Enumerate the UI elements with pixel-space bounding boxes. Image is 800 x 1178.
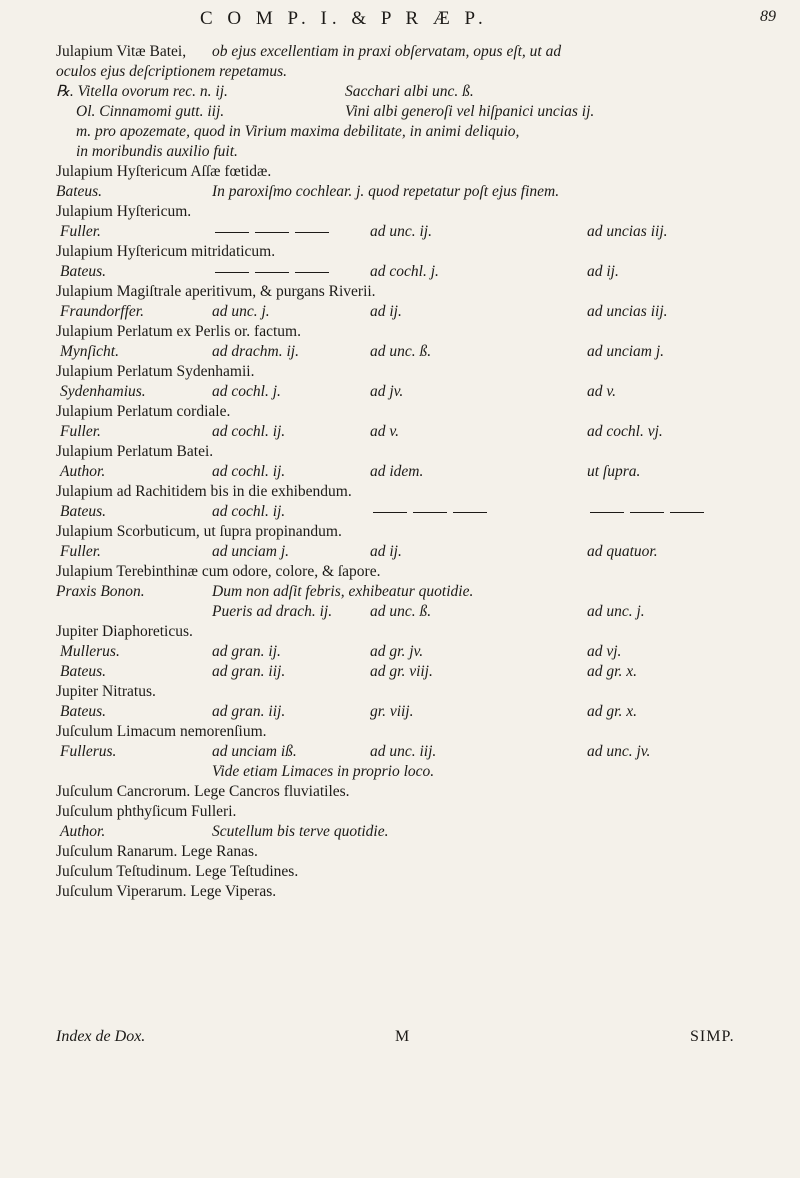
text-line [0, 502, 800, 523]
column-text: ad ij. [370, 303, 402, 320]
column-text: ut ſupra. [587, 463, 641, 480]
column-text: ad v. [370, 423, 399, 440]
line-text: Author. [60, 463, 106, 480]
line-text: Julapium Magiſtrale aperitivum, & purgans Riverii. [56, 283, 376, 300]
line-text: Bateus. [56, 183, 103, 200]
column-text: ad cochl. j. [370, 263, 439, 280]
line-text: Juſculum Ranarum. Lege Ranas. [56, 843, 258, 860]
text-line [0, 862, 800, 883]
line-text: Juſculum Teſtudinum. Lege Teſtudines. [56, 863, 299, 880]
line-text: in moribundis auxilio fuit. [76, 143, 238, 160]
text-line [0, 62, 800, 83]
text-line [0, 742, 800, 763]
line-text: Fuller. [60, 423, 101, 440]
text-line [0, 462, 800, 483]
text-line [0, 542, 800, 563]
line-text: Juſculum Viperarum. Lege Viperas. [56, 883, 277, 900]
text-line [0, 422, 800, 443]
text-line [0, 322, 800, 343]
text-line [0, 402, 800, 423]
line-text: Julapium Perlatum Batei. [56, 443, 214, 460]
line-text: Praxis Bonon. [56, 583, 145, 600]
column-text: ad unciam j. [587, 343, 665, 360]
line-text: Bateus. [60, 503, 107, 520]
column-text: ad cochl. ij. [212, 463, 286, 480]
line-text: Juſculum Cancrorum. Lege Cancros fluviatiles. [56, 783, 350, 800]
line-text: oculos ejus deſcriptionem repetamus. [56, 63, 288, 80]
column-text: ad unc. jv. [587, 743, 651, 760]
text-line [0, 642, 800, 663]
column-text: ad ij. [370, 543, 402, 560]
catchword: SIMP. [690, 1028, 735, 1045]
column-text: ad uncias iij. [587, 223, 668, 240]
column-text: ad gran. ij. [212, 643, 281, 660]
column-text: ad v. [587, 383, 616, 400]
column-text: ad gr. viij. [370, 663, 433, 680]
header-title: C O M P. I. & P R Æ P. [200, 8, 488, 29]
column-text: ad cochl. ij. [212, 423, 286, 440]
text-line [0, 102, 800, 123]
text-line [0, 82, 800, 103]
ditto-rule [212, 262, 332, 282]
text-line [0, 182, 800, 203]
text-line [0, 222, 800, 243]
line-text: Julapium Vitæ Batei, [56, 43, 187, 60]
line-text: Fullerus. [60, 743, 117, 760]
column-text: In paroxiſmo cochlear. j. quod repetatur poſt ejus finem. [212, 183, 560, 200]
column-text: ad gran. iij. [212, 663, 286, 680]
line-text: Julapium Perlatum ex Perlis or. factum. [56, 323, 301, 340]
column-text: ad unc. iij. [370, 743, 437, 760]
column-text: ad uncias iij. [587, 303, 668, 320]
text-line [0, 162, 800, 183]
column-text: ad unc. j. [587, 603, 645, 620]
text-line [0, 582, 800, 603]
line-text: Julapium Terebinthinæ cum odore, colore, & ſapore. [56, 563, 381, 580]
column-text: ad unc. ij. [370, 223, 432, 240]
line-text: m. pro apozemate, quod in Virium maxima debilitate, in animi deliquio, [76, 123, 520, 140]
column-text: ad gr. x. [587, 703, 637, 720]
text-line [0, 602, 800, 623]
line-text: Julapium ad Rachitidem bis in die exhibendum. [56, 483, 352, 500]
column-text: ad cochl. ij. [212, 503, 286, 520]
line-text: Ol. Cinnamomi gutt. iij. [76, 103, 225, 120]
line-text: Julapium Perlatum cordiale. [56, 403, 231, 420]
text-line [0, 202, 800, 223]
text-line [0, 242, 800, 263]
column-text: ad unciam iß. [212, 743, 297, 760]
text-line [0, 482, 800, 503]
text-line [0, 722, 800, 743]
line-text: Pueris ad drach. ij. [212, 603, 333, 620]
text-line [0, 522, 800, 543]
text-line [0, 302, 800, 323]
column-text: Dum non adſit febris, exhibeatur quotidie. [212, 583, 474, 600]
text-line [0, 142, 800, 163]
line-text: ℞. Vitella ovorum rec. n. ij. [56, 83, 228, 100]
text-line [0, 622, 800, 643]
column-text: ad unc. ß. [370, 343, 432, 360]
line-text: Julapium Perlatum Sydenhamii. [56, 363, 255, 380]
column-text: ad vj. [587, 643, 622, 660]
line-text: Juſculum Limacum nemorenſium. [56, 723, 267, 740]
column-text: ad unc. ß. [370, 603, 432, 620]
line-text: Mullerus. [60, 643, 120, 660]
column-text: Vini albi generoſi vel hiſpanici uncias ij. [345, 103, 595, 120]
text-line [0, 122, 800, 143]
column-text: ad cochl. vj. [587, 423, 663, 440]
text-line [0, 342, 800, 363]
text-line [0, 42, 800, 63]
text-line [0, 662, 800, 683]
line-text: Author. [60, 823, 106, 840]
running-header [0, 6, 800, 34]
line-text: Julapium Hyſtericum Aſſæ fœtidæ. [56, 163, 272, 180]
text-line [0, 282, 800, 303]
line-text: Jupiter Diaphoreticus. [56, 623, 193, 640]
column-text: ad ij. [587, 263, 619, 280]
signature-mark: M [395, 1028, 410, 1045]
line-text: Sydenhamius. [60, 383, 146, 400]
line-text: Julapium Scorbuticum, ut ſupra propinandum. [56, 523, 342, 540]
column-text: ad drachm. ij. [212, 343, 299, 360]
line-text: Bateus. [60, 663, 107, 680]
line-text: Fuller. [60, 543, 101, 560]
text-line [0, 762, 800, 783]
column-text: ad gran. iij. [212, 703, 286, 720]
line-text: Fuller. [60, 223, 101, 240]
text-line [0, 262, 800, 283]
column-text: ad gr. x. [587, 663, 637, 680]
ditto-rule [370, 502, 490, 522]
column-text: ad unc. j. [212, 303, 270, 320]
footer-index-label: Index de Dox. [56, 1028, 146, 1045]
page-number: 89 [760, 8, 776, 25]
column-text: ad unciam j. [212, 543, 290, 560]
ditto-rule [212, 222, 332, 242]
line-text: Vide etiam Limaces in proprio loco. [212, 763, 435, 780]
text-line [0, 362, 800, 383]
text-line [0, 702, 800, 723]
text-line [0, 562, 800, 583]
column-text: Scutellum bis terve quotidie. [212, 823, 389, 840]
line-text: Bateus. [60, 263, 107, 280]
line-text: Mynſicht. [60, 343, 119, 360]
text-line [0, 882, 800, 903]
text-line [0, 782, 800, 803]
line-text: Julapium Hyſtericum mitridaticum. [56, 243, 276, 260]
text-line [0, 842, 800, 863]
column-text: ad idem. [370, 463, 424, 480]
line-text: Juſculum phthyſicum Fulleri. [56, 803, 237, 820]
line-text: Jupiter Nitratus. [56, 683, 156, 700]
column-text: gr. viij. [370, 703, 414, 720]
line-text: Fraundorffer. [60, 303, 144, 320]
text-line [0, 442, 800, 463]
line-text: Julapium Hyſtericum. [56, 203, 192, 220]
text-line [0, 682, 800, 703]
ditto-rule [587, 502, 707, 522]
column-text: ob ejus excellentiam in praxi obſervatam, opus eſt, ut ad [212, 43, 562, 60]
text-line [0, 822, 800, 843]
text-line [0, 802, 800, 823]
column-text: ad gr. jv. [370, 643, 424, 660]
column-text: ad quatuor. [587, 543, 658, 560]
page-footer [0, 1028, 800, 1052]
column-text: ad cochl. j. [212, 383, 281, 400]
line-text: Bateus. [60, 703, 107, 720]
column-text: ad jv. [370, 383, 404, 400]
column-text: Sacchari albi unc. ß. [345, 83, 474, 100]
text-line [0, 382, 800, 403]
